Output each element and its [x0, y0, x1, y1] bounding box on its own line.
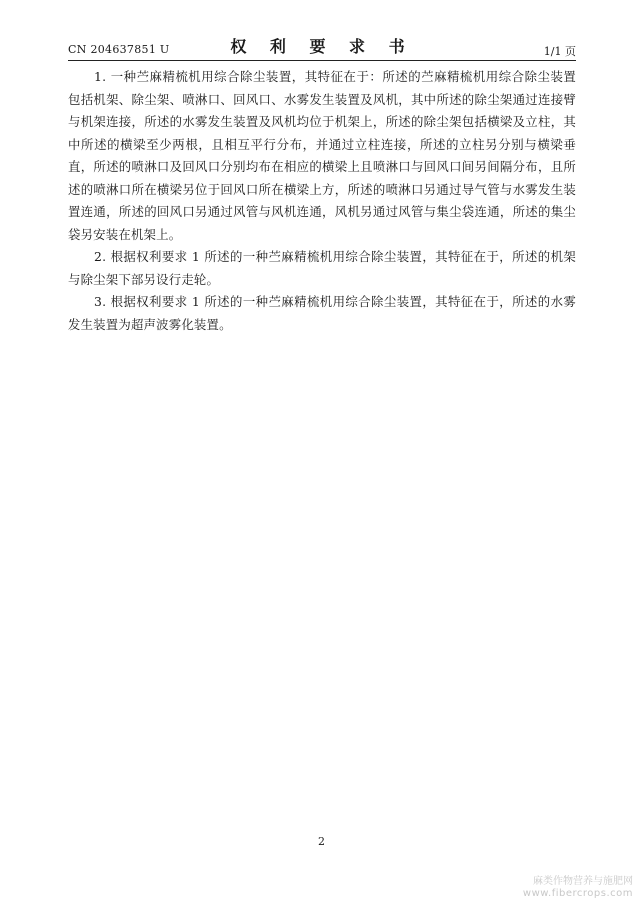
page-count: 1/1 页: [543, 45, 576, 58]
watermark-text: 麻类作物营养与施肥网: [533, 876, 633, 887]
claim-2: 2. 根据权利要求 1 所述的一种苎麻精梳机用综合除尘装置，其特征在于，所述的机架与除尘架下部另设行走轮。: [68, 249, 576, 287]
claim-1: 1. 一种苎麻精梳机用综合除尘装置，其特征在于：所述的苎麻精梳机用综合除尘装置包括机架、除尘架、喷淋口、回风口、水雾发生装置及风机，其中所述的除尘架通过连接臂与机架连接，所述的水雾发生装置及风机均位于机架上，所述的除尘架包括横梁及立柱，其中所述的横梁至少两根，且相互平行分布，并通过立柱连接，所述的立柱另分别与横梁垂直，所述的喷淋口及回风口分别均布在相应的横梁上且喷淋口与回风口间另间隔分布，且所述的喷淋口所在横梁另位于回风口所在横梁上方，所述的喷淋口另通过导气管与水雾发生装置连通，所述的回风口另通过风管与风机连通，风机另通过风管与集尘袋连通，所述的集尘袋另安装在机架上。: [68, 69, 576, 242]
footer-page-number: 2: [318, 835, 325, 848]
page-title: 权 利 要 求 书: [230, 37, 414, 56]
claims-body: [68, 66, 576, 336]
header-divider: [68, 60, 576, 61]
document-number: CN 204637851 U: [68, 43, 170, 56]
claim-3: 3. 根据权利要求 1 所述的一种苎麻精梳机用综合除尘装置，其特征在于，所述的水雾发生装置为超声波雾化装置。: [68, 294, 576, 332]
site-watermark: [523, 876, 633, 900]
watermark-url: www.fibercrops.com: [522, 888, 633, 899]
page-header: [68, 30, 576, 60]
